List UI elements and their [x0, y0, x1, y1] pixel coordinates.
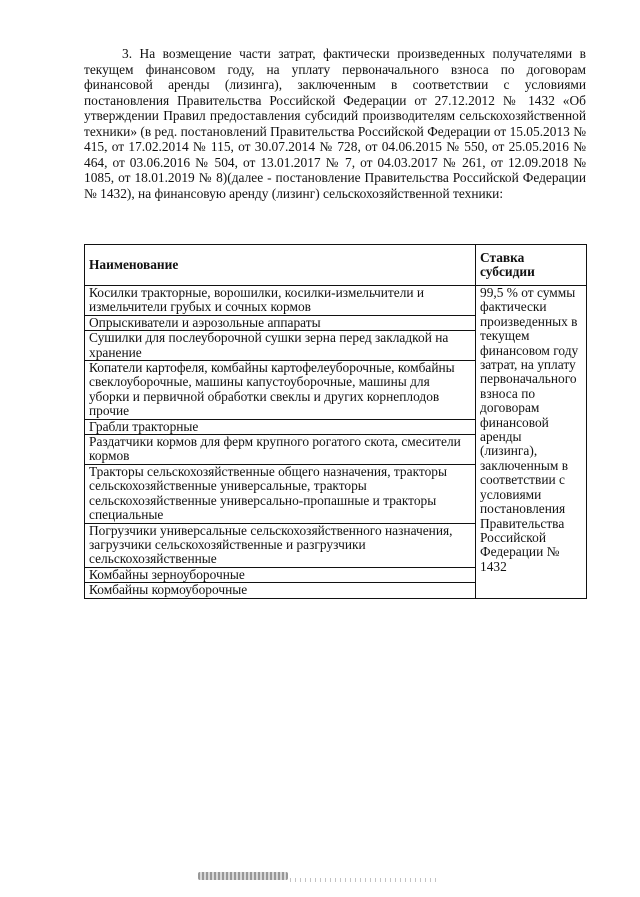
item-tractors: Тракторы сельскохозяйственные общего назначения, тракторы сельскохозяйственные универсальные, тракторы сельскохозяйственные универсально-пропашные и тракторы специальные — [85, 464, 476, 523]
item-sprayers: Опрыскиватели и аэрозольные аппараты — [85, 315, 476, 330]
table-row — [85, 286, 587, 316]
scan-artifact-dots — [290, 878, 440, 882]
item-feeders: Раздатчики кормов для ферм крупного рогатого скота, смесители кормов — [85, 435, 476, 465]
item-forage-harvesters: Комбайны кормоуборочные — [85, 583, 476, 598]
item-rakes: Грабли тракторные — [85, 419, 476, 434]
item-loaders: Погрузчики универсальные сельскохозяйственного назначения, загрузчики сельскохозяйственные и разгрузчики сельскохозяйственные — [85, 523, 476, 567]
item-grain-harvesters: Комбайны зерноуборочные — [85, 567, 476, 582]
header-rate: Ставка субсидии — [476, 245, 587, 286]
table-header-row — [85, 245, 587, 286]
subsidy-table — [84, 244, 587, 599]
scan-artifact — [198, 872, 288, 880]
header-name: Наименование — [85, 245, 476, 286]
item-mowers: Косилки тракторные, ворошилки, косилки-измельчители и измельчители грубых и сочных кормов — [85, 286, 476, 316]
rate-cell: 99,5 % от суммы фактически произведенных в текущем финансовом году затрат, на уплату первоначального взноса по договорам финансовой аренды (лизинга), заключенным в соответствии с условиями постановления Правительства Российской Федерации № 1432 — [476, 286, 587, 599]
item-dryers: Сушилки для послеуборочной сушки зерна перед закладкой на хранение — [85, 331, 476, 361]
intro-paragraph: 3. На возмещение части затрат, фактически произведенных получателями в текущем финансовом году, на уплату первоначального взноса по договорам финансовой аренды (лизинга), заключенным в соответствии с условиями постановления Правительства Российской Федерации от 27.12.2012 № 1432 «Об утверждении Правил предоставления субсидий производителям сельскохозяйственной техники» (в ред. постановлений Правительства Российской Федерации от 15.05.2013 № 415, от 17.02.2014 № 115, от 30.07.2014 № 728, от 04.06.2015 № 550, от 25.05.2016 № 464, от 03.06.2016 № 504, от 13.01.2017 № 7, от 04.03.2017 № 261, от 12.09.2018 № 1085, от 18.01.2019 № 8)(далее - постановление Правительства Российской Федерации № 1432), на финансовую аренду (лизинг) сельскохозяйственной техники: — [84, 46, 586, 201]
item-diggers: Копатели картофеля, комбайны картофелеуборочные, комбайны свеклоуборочные, машины капустоуборочные, машины для уборки и первичной обработки свеклы и других корнеплодов прочие — [85, 361, 476, 420]
